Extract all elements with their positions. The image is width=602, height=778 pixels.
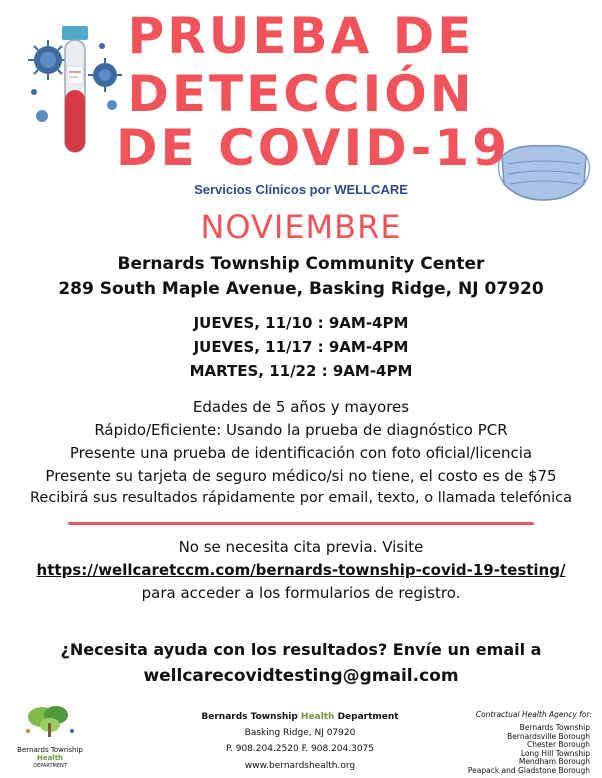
agency-item: Mendham Borough (518, 757, 590, 766)
agency-item: Bernardsville Borough (507, 731, 590, 741)
dept-name (200, 712, 400, 722)
agency-item: Peapack and Gladstone Borough (467, 765, 590, 775)
subtitle: Servicios Clínicos por WELLCARE (194, 182, 408, 197)
title-line-3: DE COVID-19 (116, 119, 510, 177)
agency-heading: Contractual Health Agency for: (475, 710, 592, 719)
registration-intro: No se necesita cita previa. Visite (178, 538, 424, 556)
health-department-logo (14, 705, 86, 749)
agency-list (468, 724, 590, 775)
month-heading: NOVIEMBRE (200, 208, 402, 246)
agency-item: Long Hill Township (520, 748, 590, 758)
registration-outro: para acceder a los formularios de registro. (141, 584, 461, 602)
help-email[interactable]: wellcarecovidtesting@gmail.com (143, 666, 459, 686)
info-id: Presente una prueba de identificación con foto oficial/licencia (69, 444, 533, 462)
logo-line-1: Bernards Township (17, 746, 83, 754)
info-results: Recibirá sus resultados rápidamente por email, texto, o llamada telefónica (29, 490, 572, 506)
dept-phone: P. 908.204.2520 F. 908.204.3075 (225, 744, 375, 754)
agency-item: Chester Borough (526, 740, 590, 749)
venue-address: 289 South Maple Avenue, Basking Ridge, NJ 07920 (58, 279, 544, 299)
dept-prefix: Bernards Township (201, 712, 301, 722)
logo-line-3: DEPARTMENT (33, 763, 67, 769)
info-test-type: Rápido/Eficiente: Usando la prueba de diagnóstico PCR (94, 421, 508, 439)
divider (68, 522, 534, 525)
registration-link-wrap (0, 561, 602, 580)
date-1: JUEVES, 11/10 : 9AM-4PM (193, 314, 409, 332)
date-2: JUEVES, 11/17 : 9AM-4PM (193, 338, 409, 356)
help-text: ¿Necesita ayuda con los resultados? Envíe un email a (60, 640, 542, 659)
title-line-1: PRUEBA DE (127, 7, 475, 65)
date-3: MARTES, 11/22 : 9AM-4PM (189, 362, 413, 380)
logo-text (10, 746, 90, 770)
dept-website[interactable]: www.bernardshealth.org (244, 761, 356, 771)
title-line-2: DETECCIÓN (127, 65, 475, 123)
info-age: Edades de 5 años y mayores (192, 398, 410, 416)
venue-name: Bernards Township Community Center (117, 254, 485, 274)
registration-link[interactable]: https://wellcaretccm.com/bernards-township-covid-19-testing/ (36, 561, 566, 579)
dept-suffix: Department (334, 712, 399, 722)
dept-health: Health (300, 712, 335, 722)
info-insurance: Presente su tarjeta de seguro médico/si no tiene, el costo es de $75 (45, 467, 557, 485)
logo-line-2: Health (36, 754, 64, 762)
agency-item: Bernards Township (519, 723, 590, 732)
dept-city: Basking Ridge, NJ 07920 (244, 728, 356, 738)
